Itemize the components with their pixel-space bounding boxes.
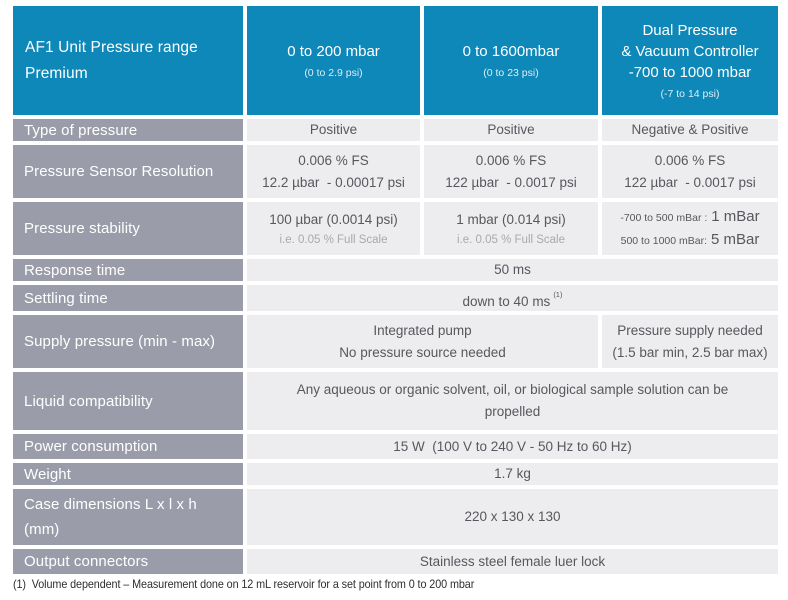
cell-value: 100 µbar (0.0014 psi) xyxy=(269,211,398,227)
cell-supply-pressure-dual xyxy=(602,315,778,368)
row-label-response-time xyxy=(13,259,243,281)
cell-value: 220 x 130 x 130 xyxy=(464,509,561,524)
cell-value: Negative & Positive xyxy=(631,122,749,137)
cell-value-line2: No pressure source needed xyxy=(339,344,506,360)
row-label-text: Weight xyxy=(24,465,72,483)
row-label-supply-pressure xyxy=(13,315,243,368)
cell-subnote: i.e. 0.05 % Full Scale xyxy=(456,233,566,246)
cell-value-line2: (1.5 bar min, 2.5 bar max) xyxy=(612,344,768,360)
row-label-case-dimensions xyxy=(13,489,243,545)
cell-value-line1: 0.006 % FS xyxy=(654,152,726,168)
cell-pressure-stability-dual xyxy=(602,202,778,255)
cell-response-time xyxy=(247,259,778,281)
cell-sensor-resolution-dual xyxy=(602,145,778,198)
column-header-psi: (-7 to 14 psi) xyxy=(660,87,720,100)
cell-settling-time xyxy=(247,285,778,311)
cell-pressure-stability-1600mbar xyxy=(424,202,598,255)
cell-subnote: i.e. 0.05 % Full Scale xyxy=(279,233,388,246)
column-header-psi: (0 to 2.9 psi) xyxy=(304,66,363,79)
column-header-0-1600mbar xyxy=(424,6,598,115)
cell-value-line1: 0.006 % FS xyxy=(475,152,547,168)
stability-value: 5 mBar xyxy=(711,230,760,248)
column-header-psi: (0 to 23 psi) xyxy=(483,66,539,79)
column-header-range: 0 to 200 mbar xyxy=(287,42,380,60)
cell-value: Positive xyxy=(487,122,535,137)
cell-value: Stainless steel female luer lock xyxy=(419,553,606,569)
product-title-line1: AF1 Unit Pressure range xyxy=(25,38,198,56)
table-title-cell xyxy=(13,6,243,115)
cell-value xyxy=(463,284,563,313)
row-label-line1: Case dimensions L x l x h xyxy=(24,496,197,513)
cell-value: 15 W (100 V to 240 V - 50 Hz to 60 Hz) xyxy=(393,438,632,454)
row-label-weight xyxy=(13,463,243,485)
cell-type-of-pressure-200mbar xyxy=(247,119,420,141)
stability-line-1 xyxy=(620,206,759,229)
column-header-line1: Dual Pressure xyxy=(642,21,738,39)
cell-value-line2: 12.2 µbar - 0.00017 psi xyxy=(262,174,405,190)
cell-value-line1: 0.006 % FS xyxy=(298,152,369,168)
cell-value-line2: 122 µbar - 0.0017 psi xyxy=(624,174,756,190)
stability-value: 1 mBar xyxy=(711,207,760,225)
cell-type-of-pressure-1600mbar xyxy=(424,119,598,141)
row-label-text: Power consumption xyxy=(24,438,158,455)
row-label-text: Output connectors xyxy=(24,553,149,570)
cell-value-line1: Any aqueous or organic solvent, oil, or biological sample solution can be xyxy=(296,382,729,397)
row-label-output-connectors xyxy=(13,549,243,574)
row-label-sensor-resolution xyxy=(13,145,243,198)
row-label-text: Settling time xyxy=(24,289,108,307)
row-label-text: Response time xyxy=(24,261,126,279)
row-label-text: Pressure Sensor Resolution xyxy=(24,163,214,180)
row-label-text: Liquid compatibility xyxy=(24,392,153,410)
row-label-pressure-stability xyxy=(13,202,243,255)
row-label-liquid-compatibility xyxy=(13,372,243,430)
cell-value: 1 mbar (0.014 psi) xyxy=(456,211,566,227)
cell-power-consumption xyxy=(247,434,778,459)
cell-value: Positive xyxy=(309,122,358,137)
column-header-line3: -700 to 1000 mbar xyxy=(628,63,752,81)
stability-range: -700 to 500 mBar : xyxy=(620,211,708,224)
spec-table xyxy=(13,6,778,574)
stability-range: 500 to 1000 mBar: xyxy=(620,234,708,247)
cell-value-line1: Pressure supply needed xyxy=(617,322,763,338)
row-label-text: Pressure stability xyxy=(24,220,141,237)
cell-case-dimensions xyxy=(247,489,778,545)
row-label-text: Supply pressure (min - max) xyxy=(24,333,216,350)
row-label-type-of-pressure xyxy=(13,119,243,141)
cell-value: 1.7 kg xyxy=(494,466,531,481)
row-label-settling-time xyxy=(13,285,243,311)
row-label-line2: (mm) xyxy=(24,521,60,538)
column-header-range: 0 to 1600mbar xyxy=(462,42,560,60)
cell-weight xyxy=(247,463,778,485)
column-header-0-200mbar xyxy=(247,6,420,115)
cell-sensor-resolution-200mbar xyxy=(247,145,420,198)
product-title-line2: Premium xyxy=(25,64,88,82)
cell-value-line2: 122 µbar - 0.0017 psi xyxy=(445,174,577,190)
cell-supply-pressure-integrated xyxy=(247,315,598,368)
cell-value: 50 ms xyxy=(494,262,531,277)
cell-output-connectors xyxy=(247,549,778,574)
cell-value-line1: Integrated pump xyxy=(373,322,472,338)
cell-liquid-compatibility xyxy=(247,372,778,430)
row-label-power-consumption xyxy=(13,434,243,459)
settling-value: down to 40 ms xyxy=(462,293,551,309)
footnote: (1) Volume dependent – Measurement done on 12 mL reservoir for a set point from 0 to 200 mbar xyxy=(13,577,475,591)
column-header-dual-pressure-vacuum xyxy=(602,6,778,115)
row-label-text: Type of pressure xyxy=(24,121,138,139)
footnote-reference: (1) xyxy=(553,289,563,299)
cell-pressure-stability-200mbar xyxy=(247,202,420,255)
cell-value-line2: propelled xyxy=(484,404,541,419)
cell-sensor-resolution-1600mbar xyxy=(424,145,598,198)
cell-type-of-pressure-dual xyxy=(602,119,778,141)
stability-line-2 xyxy=(621,229,760,252)
column-header-line2: & Vacuum Controller xyxy=(621,42,759,60)
